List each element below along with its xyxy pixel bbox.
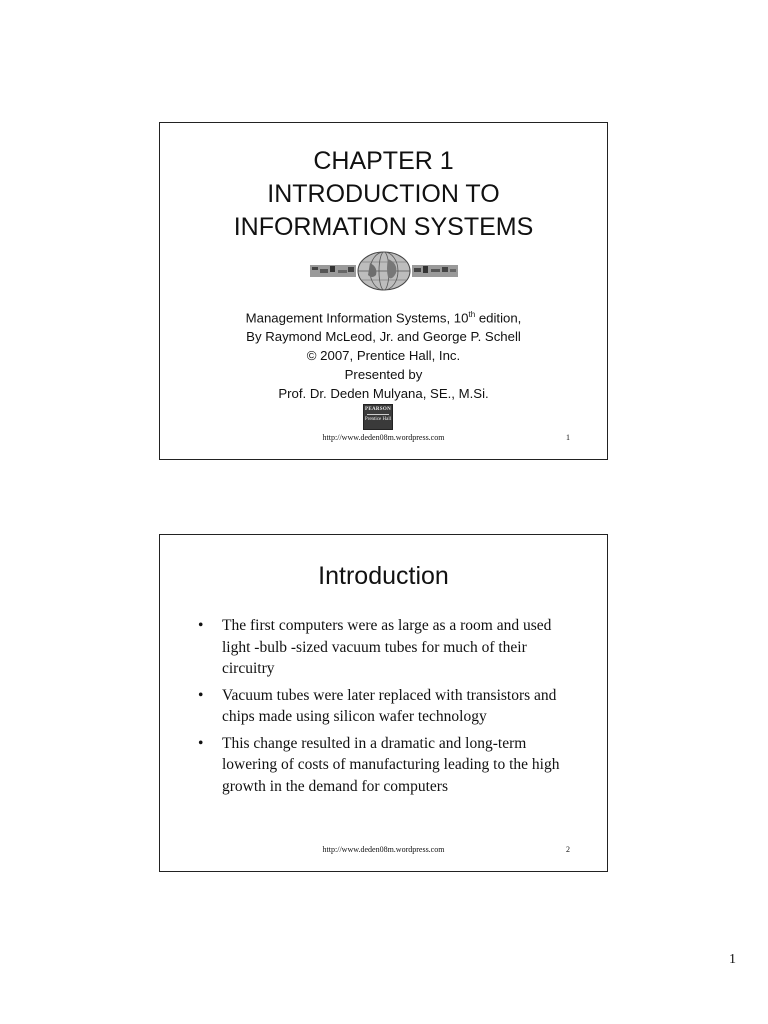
slide-1 (159, 122, 608, 460)
slide-number: 1 (566, 433, 570, 442)
title-line: INTRODUCTION TO (267, 180, 500, 208)
globe-illustration (308, 251, 460, 291)
circuit-block (330, 266, 335, 272)
slide-1-title (160, 145, 607, 244)
bullet-list (198, 615, 578, 802)
slide-1-subtitle (160, 305, 607, 403)
book-title: Management Information Systems, 10th edition, (245, 310, 522, 326)
list-item: • The first computers were as large as a room and used light -bulb -sized vacuum tubes for much of their circuitry (198, 617, 552, 677)
list-item: • This change resulted in a dramatic and long-term lowering of costs of manufacturing leading to the high growth in the demand for computers (198, 734, 560, 795)
title-line: CHAPTER 1 (313, 147, 454, 175)
circuit-block (320, 269, 328, 273)
presented-by: Presented by (344, 367, 423, 383)
circuit-block (312, 267, 318, 270)
pearson-prentice-hall-logo: PEARSON Prentice Hall (363, 404, 393, 430)
authors: By Raymond McLeod, Jr. and George P. Schell (246, 329, 521, 345)
globe-network-image (308, 251, 460, 291)
circuit-block (348, 267, 354, 272)
slide-footer-url: http://www.deden08m.wordpress.com (322, 433, 445, 442)
slide-2-title: Introduction (318, 562, 449, 590)
presenter: Prof. Dr. Deden Mulyana, SE., M.Si. (278, 386, 489, 402)
title-line: INFORMATION SYSTEMS (233, 213, 534, 241)
circuit-block (431, 269, 440, 272)
list-item: • Vacuum tubes were later replaced with transistors and chips made using silicon wafer technology (198, 686, 557, 725)
circuit-block (338, 270, 347, 273)
copyright: © 2007, Prentice Hall, Inc. (306, 348, 461, 364)
circuit-block (423, 266, 428, 273)
slide-number: 2 (566, 845, 570, 854)
circuit-block (442, 267, 448, 272)
page-number: 1 (729, 952, 736, 967)
circuit-block (450, 269, 456, 272)
slide-footer-url: http://www.deden08m.wordpress.com (322, 845, 445, 854)
circuit-block (414, 268, 421, 272)
slide-2 (159, 534, 608, 872)
